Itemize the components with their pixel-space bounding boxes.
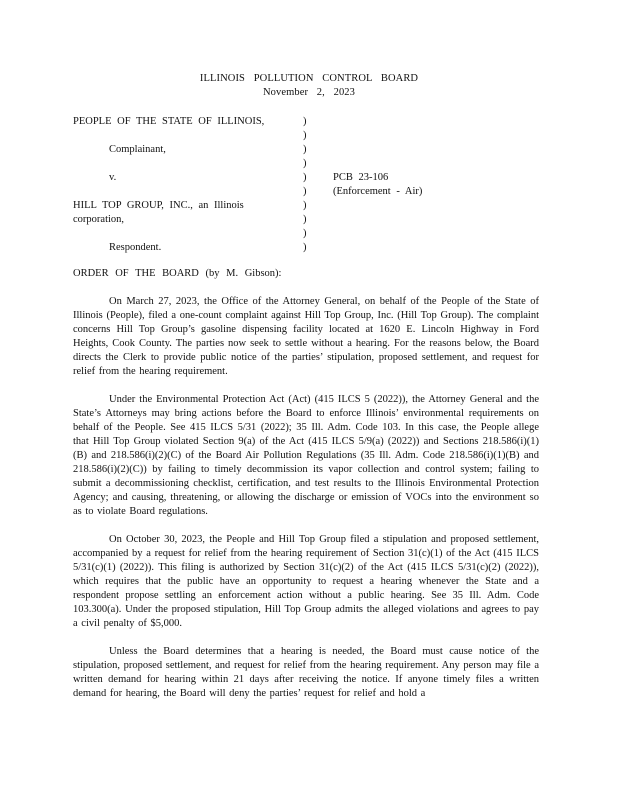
plaintiff-role: Complainant, <box>109 144 166 155</box>
caption-paren: ) <box>303 214 307 225</box>
caption-paren: ) <box>303 130 307 141</box>
document-header <box>0 72 618 100</box>
case-number: PCB 23-106 <box>333 172 389 183</box>
case-type: (Enforcement - Air) <box>333 186 423 197</box>
agency-name: ILLINOIS POLLUTION CONTROL BOARD <box>199 73 419 84</box>
order-body <box>73 295 539 715</box>
order-date: November 2, 2023 <box>262 87 356 98</box>
caption-paren: ) <box>303 186 307 197</box>
caption-paren: ) <box>303 172 307 183</box>
body-paragraph: On October 30, 2023, the People and Hill Top Group filed a stipulation and proposed settlement, accompanied by a request for relief from the hearing requirement of Section 31(c)(1) of the Act (415 ILCS 5/31(c)(1) (2022)). This filing is authorized by Section 31(c)(2) of the Act (415 ILCS 5/31(c)(2) (2022)), which requires that the public have an opportunity to request a hearing whenever the State and a respondent propose settling an enforcement action without a public hearing. See 35 Ill. Adm. Code 103.300(a). Under the proposed stipulation, Hill Top Group admits the alleged violations and agrees to pay a civil penalty of $5,000. <box>73 534 539 629</box>
defendant-name-line1: HILL TOP GROUP, INC., an Illinois <box>73 200 244 211</box>
case-caption <box>73 115 543 260</box>
body-paragraph: Unless the Board determines that a hearing is needed, the Board must cause notice of the stipulation, proposed settlement, and request for relief from the hearing requirement. Any person may file a written demand for hearing within 21 days after receiving the notice. If anyone timely files a written demand for hearing, the Board will deny the parties’ request for relief and hold a <box>73 646 539 699</box>
caption-paren: ) <box>303 158 307 169</box>
body-paragraph: Under the Environmental Protection Act (Act) (415 ILCS 5 (2022)), the Attorney General and the State’s Attorneys may bring actions before the Board to enforce Illinois’ environmental requirements on behalf of the People. See 415 ILCS 5/31 (2022); 35 Ill. Adm. Code 103. In this case, the People allege that Hill Top Group violated Section 9(a) of the Act (415 ILCS 5/9(a) (2022)) and Sections 218.586(i)(1)(B) and 218.586(i)(2)(C) of the Board Air Pollution Regulations (35 Ill. Adm. Code 218.586(i)(1)(B) and 218.586(i)(2)(C)) by failing to timely decommission its vapor collection and control system; failing to submit a decommissioning checklist, certification, and test results to the Illinois Environmental Protection Agency; and causing, threatening, or allowing the discharge or emission of VOCs into the environment so as to violate Board regulations. <box>73 394 539 517</box>
plaintiff-name: PEOPLE OF THE STATE OF ILLINOIS, <box>73 116 265 127</box>
body-paragraph: On March 27, 2023, the Office of the Attorney General, on behalf of the People of the State of Illinois (People), filed a one-count complaint against Hill Top Group, Inc. (Hill Top Group). The complaint concerns Hill Top Group’s gasoline dispensing facility located at 1620 E. Lincoln Highway in Ford Heights, Cook County. The parties now seek to settle without a hearing. For the reasons below, the Board directs the Clerk to provide public notice of the parties’ stipulation, proposed settlement, and request for relief from the hearing requirement. <box>73 296 539 377</box>
caption-parentheses <box>303 115 313 255</box>
order-title: ORDER OF THE BOARD (by M. Gibson): <box>73 268 282 279</box>
caption-paren: ) <box>303 228 307 239</box>
caption-paren: ) <box>303 116 307 127</box>
case-identifier <box>333 171 533 199</box>
caption-paren: ) <box>303 242 307 253</box>
caption-paren: ) <box>303 144 307 155</box>
caption-paren: ) <box>303 200 307 211</box>
defendant-name-line2: corporation, <box>73 214 125 225</box>
versus-label: v. <box>109 172 117 183</box>
defendant-role: Respondent. <box>109 242 162 253</box>
